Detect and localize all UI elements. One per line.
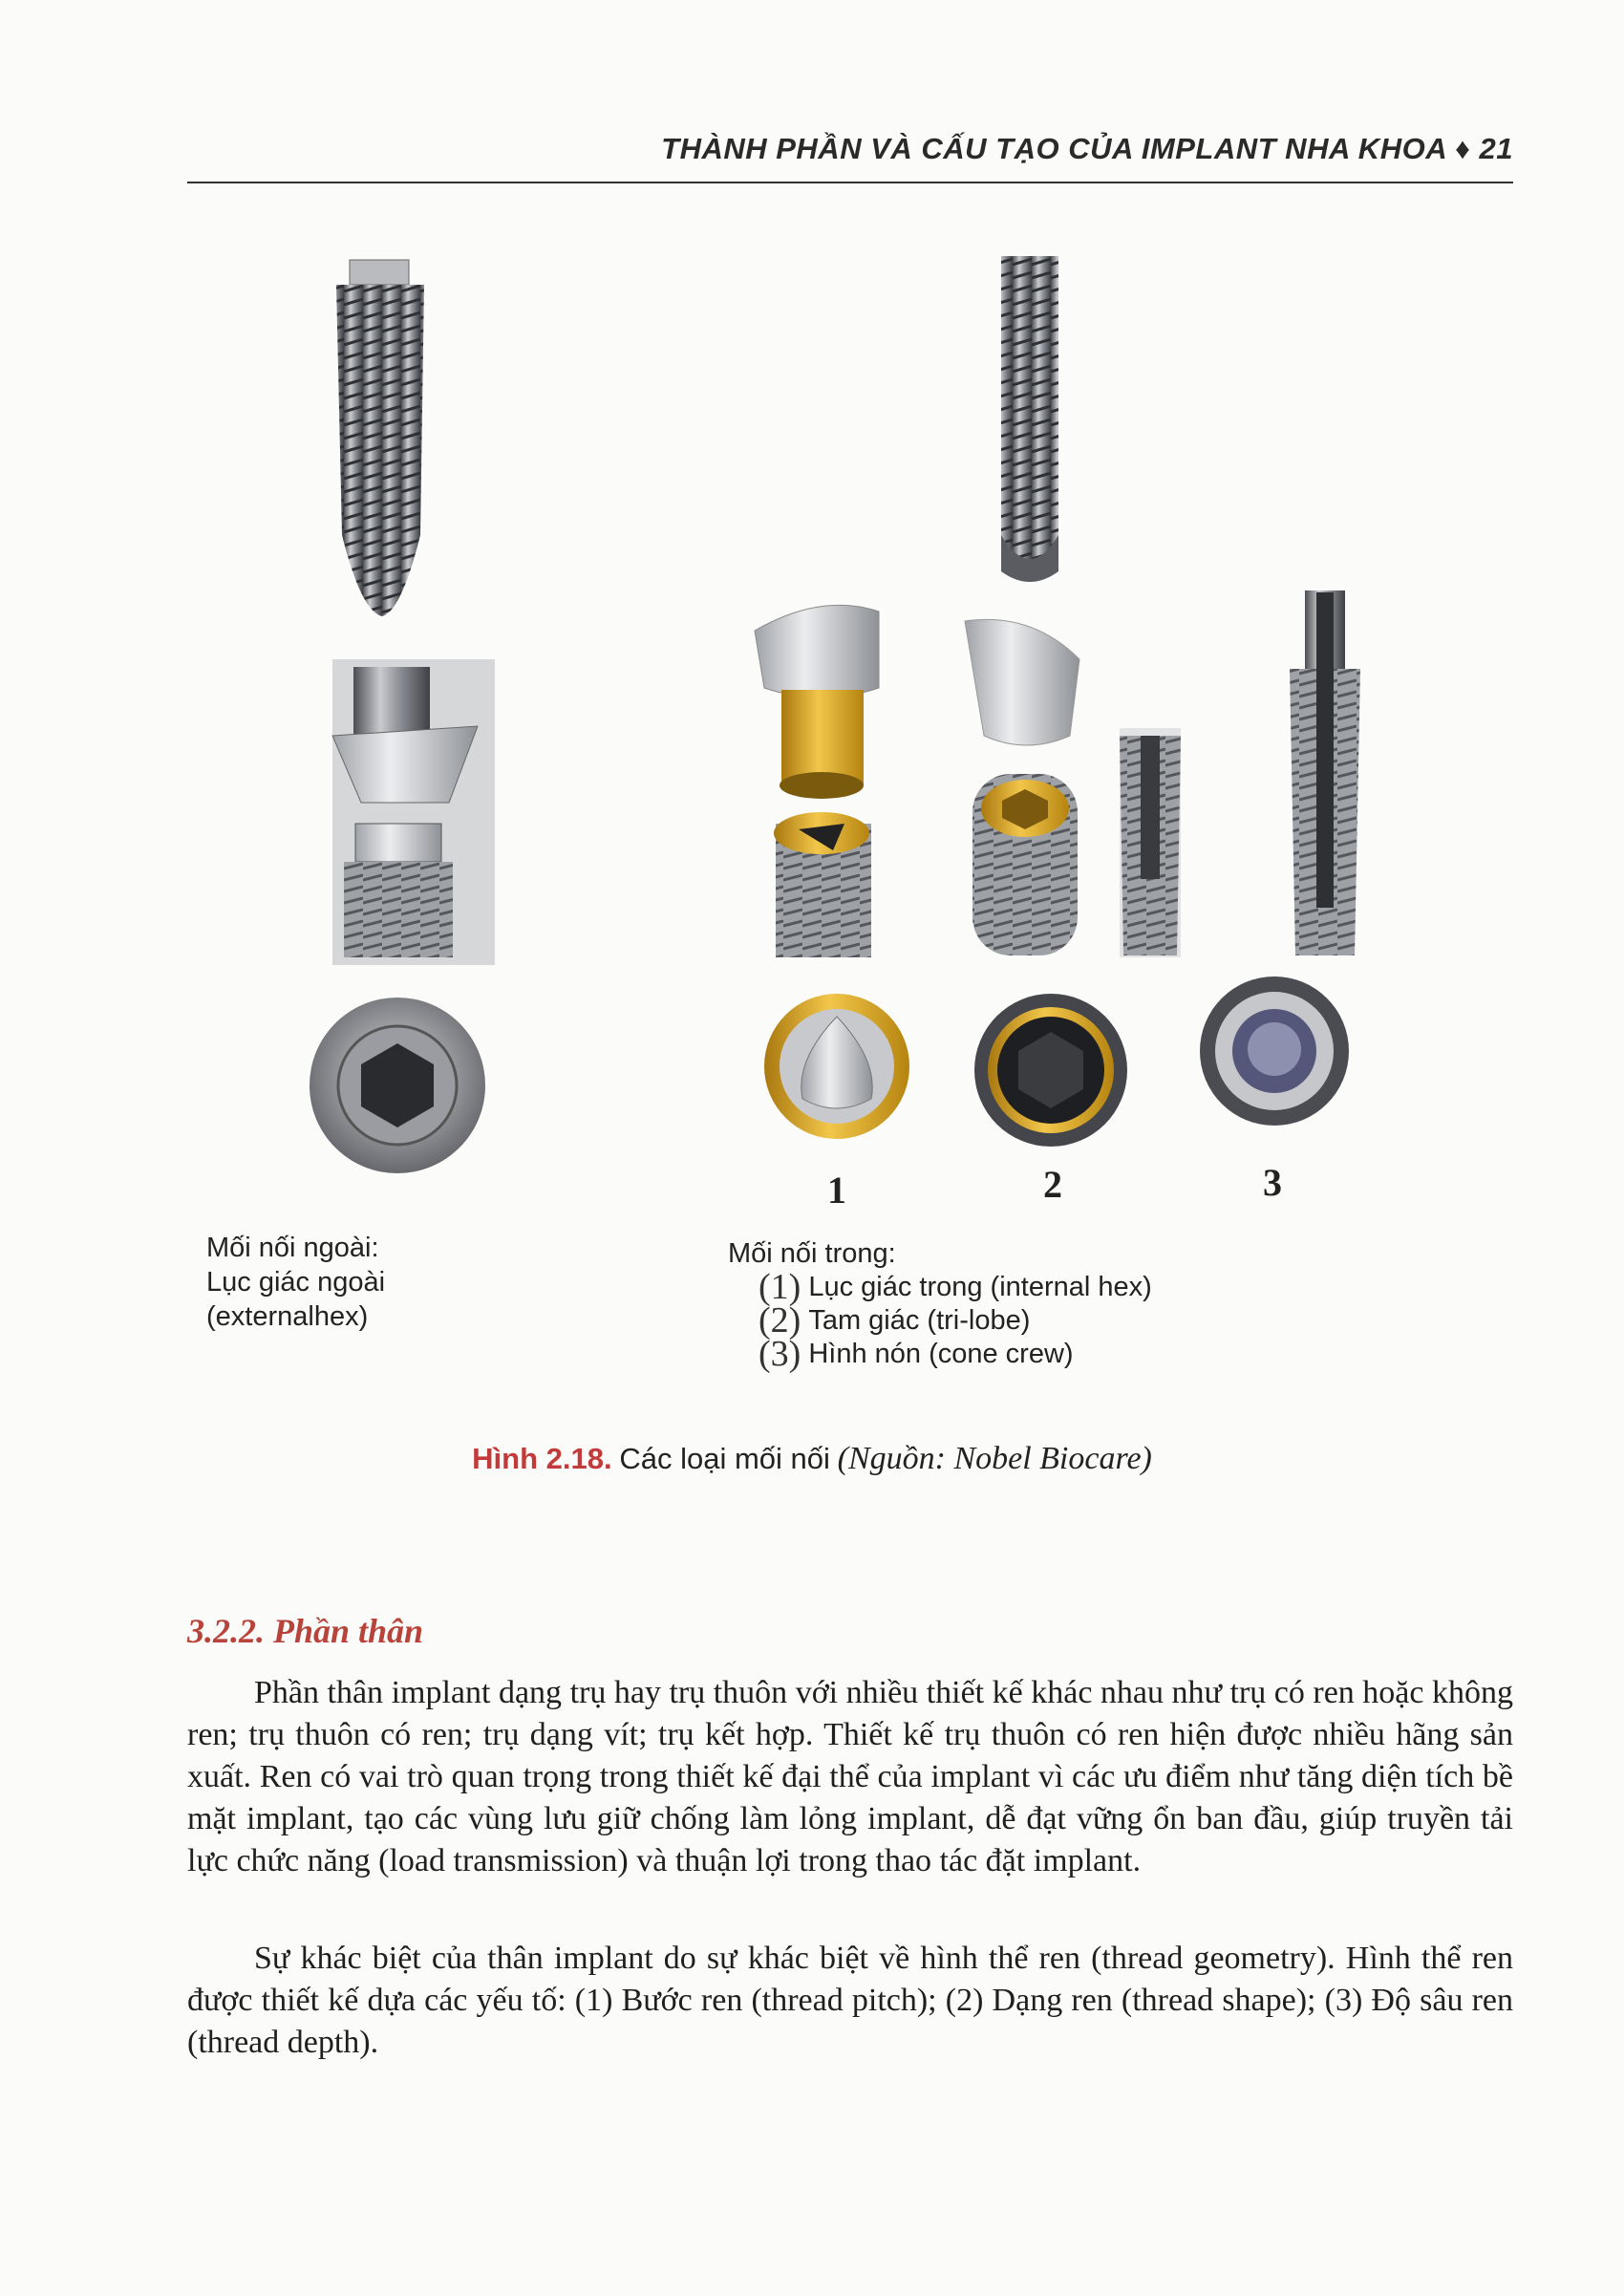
cone-screw-section-image-1	[1120, 728, 1181, 957]
section-heading: 3.2.2. Phần thân	[187, 1612, 424, 1650]
caption-line: Lục giác ngoài	[206, 1267, 386, 1298]
figure-source: (Nguồn: Nobel Biocare)	[837, 1441, 1152, 1476]
figure-caption	[0, 1441, 1624, 1477]
cone-screw-section-image-2	[1290, 590, 1360, 955]
internal-hex-top-view-image	[974, 994, 1127, 1147]
caption-item	[759, 1300, 1152, 1341]
page-number: 21	[1479, 132, 1513, 165]
internal-hex-connection-image	[965, 619, 1079, 955]
external-hex-implant-image	[336, 260, 424, 616]
caption-item-text: Hình nón (cone crew)	[808, 1339, 1074, 1369]
caption-item	[759, 1267, 1152, 1307]
caption-item-number: (1)	[759, 1267, 801, 1307]
caption-item-number: (2)	[759, 1300, 801, 1341]
caption-item-text: Tam giác (tri-lobe)	[808, 1305, 1031, 1336]
caption-item-number: (3)	[759, 1334, 801, 1374]
figure-number-2: 2	[1043, 1163, 1062, 1206]
caption-item	[759, 1334, 1152, 1374]
body-paragraph: Sự khác biệt của thân implant do sự khác biệt về hình thể ren (thread geometry). Hình thể ren được thiết kế dựa các yếu tố: (1) Bước ren (thread pitch); (2) Dạng ren (thread shape); (3) Độ sâu ren (thread depth).	[187, 1941, 1513, 2060]
figure-number-1: 1	[827, 1169, 846, 1212]
external-hex-top-view-image	[310, 998, 485, 1173]
caption-line: Mối nối ngoài:	[206, 1233, 379, 1263]
caption-line: (externalhex)	[206, 1301, 369, 1332]
external-hex-connection-image	[332, 659, 495, 965]
header-separator: ♦	[1455, 132, 1471, 165]
header-title: THÀNH PHẦN VÀ CẤU TẠO CỦA IMPLANT NHA KHOA	[661, 132, 1446, 165]
caption-item-text: Lục giác trong (internal hex)	[808, 1272, 1152, 1302]
tri-lobe-connection-image	[755, 605, 879, 957]
internal-connection-caption	[728, 1236, 1152, 1374]
cone-top-view-image	[1200, 976, 1349, 1126]
caption-heading: Mối nối trong:	[728, 1238, 896, 1269]
body-paragraph: Phần thân implant dạng trụ hay trụ thuôn với nhiều thiết kế khác nhau như trụ có ren hoặc không ren; trụ thuôn có ren; trụ dạng vít; trụ kết hợp. Thiết kế trụ thuôn có ren hiện được nhiều hãng sản xuất. Ren có vai trò quan trọng trong thiết kế đại thể của implant vì các ưu điểm như tăng diện tích bề mặt implant, tạo các vùng lưu giữ chống làm lỏng implant, dễ đạt vững ổn ban đầu, giúp truyền tải lực chức năng (load transmission) và thuận lợi trong thao tác đặt implant.	[187, 1675, 1513, 1878]
figure-number-3: 3	[1263, 1161, 1282, 1204]
tri-lobe-top-view-image	[764, 994, 909, 1139]
figure-label: Hình 2.18.	[472, 1442, 612, 1475]
external-connection-caption	[206, 1231, 385, 1334]
internal-implant-top-image	[1001, 256, 1058, 582]
figure-caption-text: Các loại mối nối	[619, 1442, 830, 1475]
